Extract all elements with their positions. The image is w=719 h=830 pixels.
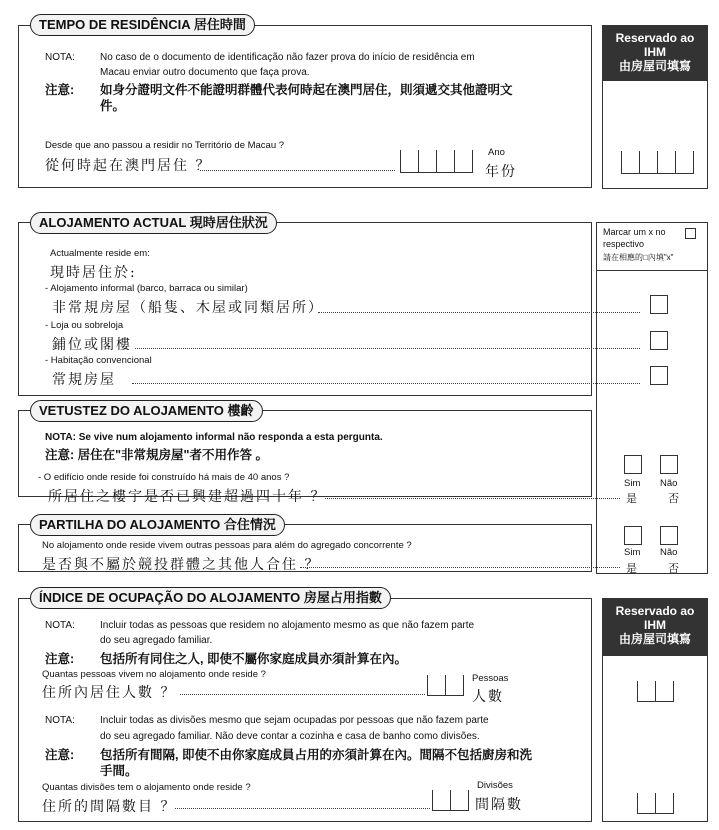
reserved-box: [602, 25, 708, 189]
question: No alojamento onde reside vivem outras pessoas para além do agregado concorrente ?: [42, 540, 412, 551]
option-label: - Loja ou sobreloja: [45, 320, 124, 331]
reserved-persons-cells: [637, 681, 674, 702]
question: Desde que ano passou a residir no Território de Macau ?: [45, 140, 285, 151]
question-zh: 所居住之樓宇是否已興建超過四十年 ？: [48, 489, 327, 505]
reserved-label: IHM: [644, 618, 666, 632]
nota-text: do seu agregado familiar.: [100, 635, 213, 646]
yes-label: Sim: [624, 478, 641, 489]
nota-label: NOTA:: [45, 52, 75, 63]
question-zh: 住所的間隔數目 ？: [42, 799, 177, 815]
mark-column: [596, 222, 708, 574]
dotted-leader: [200, 170, 395, 171]
no-label: Não: [660, 478, 678, 489]
option-label: - Habitação convencional: [45, 355, 152, 366]
unit-label-zh: 人數: [472, 689, 504, 705]
no-label-zh: 否: [668, 563, 679, 575]
question-zh: 是否與不屬於競投群體之其他人合住 ？: [42, 557, 321, 573]
yes-label-zh: 是: [626, 493, 637, 505]
dotted-leader: [325, 498, 620, 499]
zh-note-text: 手間。: [100, 764, 138, 778]
checkbox-age-yes[interactable]: [624, 455, 642, 474]
question-zh: 從何時起在澳門居住 ？: [45, 158, 212, 174]
yes-label: Sim: [624, 547, 641, 558]
checkbox-conventional-housing[interactable]: [650, 366, 668, 385]
reserved-label: 由房屋司填寫: [618, 59, 691, 73]
instruction-text-zh: 請在相應的□內填"x": [603, 253, 674, 262]
question: - O edifício onde reside foi construído há mais de 40 anos ?: [38, 472, 290, 483]
checkbox-sample-icon: [685, 228, 696, 239]
no-label: Não: [660, 547, 678, 558]
nota-text: Incluir todas as divisões mesmo que sejam ocupadas por pessoas que não fazem parte: [100, 715, 489, 726]
reserved-divisions-cells: [637, 793, 674, 814]
nota: NOTA: Se vive num alojamento informal não responda a esta pergunta.: [45, 432, 383, 443]
zh-note-text: 包括所有間隔, 即使不由你家庭成員占用的亦須計算在內。間隔不包括廚房和洗: [100, 748, 532, 762]
reserved-label: IHM: [644, 45, 666, 59]
option-label-zh: 常規房屋: [52, 372, 116, 388]
nota-zh: 注意: 居住在"非常規房屋"者不用作答 。: [45, 448, 268, 462]
checkbox-informal-housing[interactable]: [650, 295, 668, 314]
reserved-label: Reservado ao: [615, 604, 695, 618]
checkbox-sharing-no[interactable]: [660, 526, 678, 545]
dotted-leader: [132, 383, 640, 384]
reserved-header: [603, 599, 707, 656]
no-label-zh: 否: [668, 493, 679, 505]
unit-label-zh: 間隔數: [475, 797, 523, 813]
building-age-title: VETUSTEZ DO ALOJAMENTO 樓齡: [30, 400, 263, 422]
unit-label: Ano: [488, 147, 505, 158]
reserved-label: Reservado ao: [615, 31, 695, 45]
persons-input[interactable]: [427, 675, 464, 696]
dotted-leader: [135, 348, 640, 349]
dotted-leader: [180, 694, 425, 695]
zh-note-text: 如身分證明文件不能證明群體代表何時起在澳門居住，則須遞交其他證明文: [100, 83, 513, 97]
zh-note-label: 注意:: [45, 83, 75, 97]
mark-instructions: [597, 223, 707, 271]
intro: Actualmente reside em:: [50, 248, 150, 259]
occupancy-title: ÍNDICE DE OCUPAÇÃO DO ALOJAMENTO 房屋占用指數: [30, 587, 391, 609]
nota-text: Incluir todas as pessoas que residem no alojamento mesmo as que não fazem parte: [100, 620, 475, 631]
reserved-label: 由房屋司填寫: [618, 632, 691, 646]
current-housing-title: ALOJAMENTO ACTUAL 現時居住狀況: [30, 212, 277, 234]
nota-text: do seu agregado familiar. Não deve contar a cozinha e casa de banho como divisões.: [100, 731, 480, 742]
residence-time-title: TEMPO DE RESIDÊNCIA 居住時間: [30, 14, 255, 36]
reserved-box: [602, 598, 708, 822]
yes-label-zh: 是: [626, 563, 637, 575]
dotted-leader: [175, 808, 430, 809]
option-label: - Alojamento informal (barco, barraca ou similar): [45, 283, 248, 294]
question: Quantas pessoas vivem no alojamento onde reside ?: [42, 669, 266, 680]
year-input[interactable]: [400, 150, 473, 173]
dotted-leader: [318, 312, 640, 313]
checkbox-age-no[interactable]: [660, 455, 678, 474]
nota-text: Macau enviar outro documento que faça prova.: [100, 67, 310, 78]
unit-label: Divisões: [477, 780, 513, 791]
zh-note-text: 件。: [100, 99, 126, 113]
zh-note-text: 包括所有同住之人, 即使不屬你家庭成員亦須計算在內。: [100, 652, 407, 666]
nota-label: NOTA:: [45, 715, 75, 726]
nota-text: No caso de o documento de identificação não fazer prova do início de residência em: [100, 52, 475, 63]
nota-label: NOTA:: [45, 620, 75, 631]
sharing-title: PARTILHA DO ALOJAMENTO 合住情況: [30, 514, 285, 536]
unit-label-zh: 年份: [485, 164, 517, 180]
zh-note-label: 注意:: [45, 748, 75, 762]
option-label-zh: 非常規房屋（船隻、木屋或同類居所）: [52, 300, 324, 316]
checkbox-shop-mezzanine[interactable]: [650, 331, 668, 350]
question: Quantas divisões tem o alojamento onde reside ?: [42, 782, 251, 793]
reserved-header: [603, 26, 707, 81]
instruction-text: respectivo: [603, 239, 645, 249]
reserved-year-cells: [621, 151, 694, 174]
checkbox-sharing-yes[interactable]: [624, 526, 642, 545]
dotted-leader: [300, 567, 620, 568]
unit-label: Pessoas: [472, 673, 509, 684]
intro-zh: 現時居住於:: [50, 265, 137, 281]
question-zh: 住所內居住人數 ？: [42, 685, 177, 701]
option-label-zh: 鋪位或閣樓: [52, 337, 132, 353]
instruction-text: Marcar um x no: [603, 227, 666, 237]
divisions-input[interactable]: [432, 790, 469, 811]
zh-note-label: 注意:: [45, 652, 75, 666]
